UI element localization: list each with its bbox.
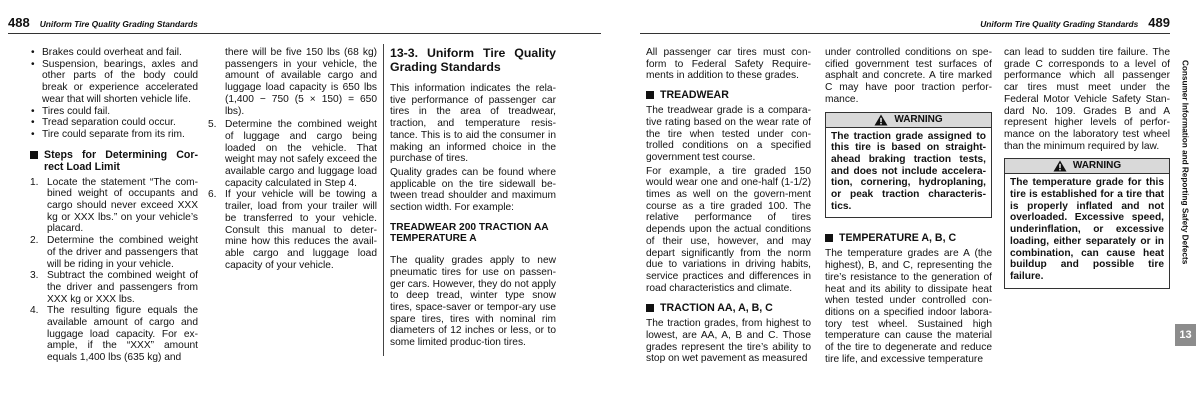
warning-text: The temperature grade for this tire is established for a tire that is properly inflated and not overloaded. Excessive speed, underinflation, or excessive loading, either separately or in combination, can cause heat buildup and possible tire failure.	[1010, 177, 1164, 282]
list-item: • Suspension, bearings, axles and other parts of the body could break or experience accelerated wear that will shorten vehicle life.	[30, 59, 198, 106]
warning-header	[826, 113, 991, 128]
scope-paragraph: The quality grades apply to new pneumatic tires for use on passen-ger cars. However, they do not apply to deep tread, winter type snow tires, space-saver or tempor-ary use spare tires, tires with nominal rim diameters of 12 inches or less, or to some limited produc-tion tires.	[390, 255, 556, 349]
traction-heading: TRACTION AA, A, B, C	[646, 302, 811, 314]
temperature-paragraph: The temperature grades are A (the highest), B, and C, representing the tire’s resistance to the generation of heat and its ability to dissipate heat when tested under controlled con-ditions on a specified indoor labora-tory test wheel. Sustained high temperature can cause the material of the tire to degenerate and reduce tire life, and excessive temperature	[825, 248, 992, 365]
grade-example: TREADWEAR 200 TRACTION AA TEMPERATURE A	[390, 221, 549, 245]
list-item: • Brakes could overheat and fail.	[30, 47, 198, 59]
warning-text: The traction grade assigned to this tire is based on straight-ahead braking traction tests, and does not include accelera-tion, cornering, hydroplaning, or peak traction characteris-tics.	[831, 130, 986, 212]
page-number-right: 489	[1148, 15, 1170, 30]
warning-header	[1005, 159, 1169, 174]
page-number-left: 488	[8, 15, 30, 30]
chapter-side-tab: Consumer Information and Reporting Safety Defects	[1180, 60, 1190, 265]
load-limit-heading: Steps for Determining Cor-rect Load Limit	[30, 149, 198, 173]
treadwear-heading: TREADWEAR	[646, 89, 811, 101]
square-bullet-icon	[646, 91, 654, 99]
treadwear-paragraph-2: For example, a tire graded 150 would wear one and one-half (1-1/2) times as well on the govern-ment course as a tire graded 100. The relative performance of tires depends upon the actual conditions of their use, however, and may depart significantly from the norm due to variations in driving habits, service practices and differences in road characteristics and climate.	[646, 165, 811, 294]
load-steps-list	[30, 177, 198, 364]
header-rule-right	[640, 33, 1170, 34]
chapter-number-tab: 13	[1175, 324, 1196, 346]
list-item: 2. Determine the combined weight of the driver and passengers that will be riding in your vehicle.	[30, 235, 198, 270]
traction-continuation: under controlled conditions on spe-cified government test surfaces of asphalt and concrete. A tire marked C may have poor traction perfor-mance.	[825, 47, 992, 105]
list-item: 4. The resulting figure equals the available amount of cargo and luggage load capacity. For ex-ample, if the “XXX” amount equals 1,400 lbs (635 kg) and	[30, 305, 198, 364]
square-bullet-icon	[646, 304, 654, 312]
square-bullet-icon	[825, 234, 833, 242]
load-steps-list-cont	[208, 119, 377, 271]
list-item: • Tires could fail.	[30, 106, 198, 118]
list-item: • Tire could separate from its rim.	[30, 129, 198, 141]
warning-label: WARNING	[894, 113, 943, 125]
left-col-1	[30, 47, 198, 364]
left-col-3	[390, 47, 556, 351]
running-title-left: Uniform Tire Quality Grading Standards	[39, 19, 198, 29]
running-title-right: Uniform Tire Quality Grading Standards	[980, 19, 1139, 29]
right-col-2	[825, 47, 992, 367]
consequence-list	[30, 47, 198, 141]
federal-requirements-paragraph: All passenger car tires must con-form to Federal Safety Require-ments in addition to these grades.	[646, 47, 811, 82]
right-page-header	[980, 15, 1170, 31]
temperature-heading: TEMPERATURE A, B, C	[825, 232, 992, 244]
traction-warning-box	[825, 112, 992, 219]
grades-location-paragraph: Quality grades can be found where applicable on the tire sidewall be-tween tread shoulder and maximum section width. For example:	[390, 166, 556, 214]
list-item: 6. If your vehicle will be towing a trailer, load from your trailer will be transferred to your vehicle. Consult this manual to deter-mine how this reduces the avail-able cargo and luggage load capacity of your vehicle.	[208, 189, 377, 271]
step-4-continuation: there will be five 150 lbs (68 kg) passengers in your vehicle, the amount of available cargo and luggage load capacity is 650 lbs (1,400 − 750 (5 × 150) = 650 lbs).	[225, 47, 377, 117]
right-col-3	[1004, 47, 1170, 295]
list-item: 1. Locate the statement “The com-bined weight of occupants and cargo should never exceed XXX kg or XXX lbs.” on your vehicle’s placard.	[30, 176, 198, 235]
header-rule-left	[8, 33, 601, 34]
traction-paragraph: The traction grades, from highest to lowest, are AA, A, B and C. Those grades represent the tire’s ability to stop on wet pavement as measured	[646, 318, 811, 365]
left-page-header	[8, 15, 198, 31]
treadwear-paragraph-1: The treadwear grade is a compara-tive rating based on the wear rate of the tire when tested under con-trolled conditions on a specified government test course.	[646, 105, 811, 163]
list-item: 3. Subtract the combined weight of the driver and passengers from XXX kg or XXX lbs.	[30, 270, 198, 305]
warning-label: WARNING	[1072, 160, 1122, 172]
column-divider	[383, 44, 384, 356]
temperature-warning-box	[1004, 158, 1170, 288]
intro-paragraph: This information indicates the rela-tive performance of passenger car tires in the area of treadwear, traction, and temperature resis-tance. This is to aid the consumer in making an informed choice in the purchase of tires.	[390, 83, 556, 165]
warning-icon	[1053, 160, 1067, 172]
warning-icon	[874, 114, 888, 126]
left-col-2	[208, 47, 377, 271]
temperature-continuation: can lead to sudden tire failure. The grade C corresponds to a level of performance which all passenger car tires must meet under the Federal Motor Vehicle Safety Stan-dard No. 109. Grades B and A represent higher levels of perfor-mance on the laboratory test wheel than the minimum required by law.	[1004, 47, 1170, 152]
list-item: • Tread separation could occur.	[30, 117, 198, 129]
section-title: 13-3. Uniform Tire Quality Grading Standards	[390, 46, 556, 74]
square-bullet-icon	[30, 151, 38, 159]
list-item: 5. Determine the combined weight of luggage and cargo being loaded on the vehicle. That weight may not safely exceed the available cargo and luggage load capacity calculated in Step 4.	[208, 119, 377, 189]
right-col-1	[646, 47, 811, 367]
